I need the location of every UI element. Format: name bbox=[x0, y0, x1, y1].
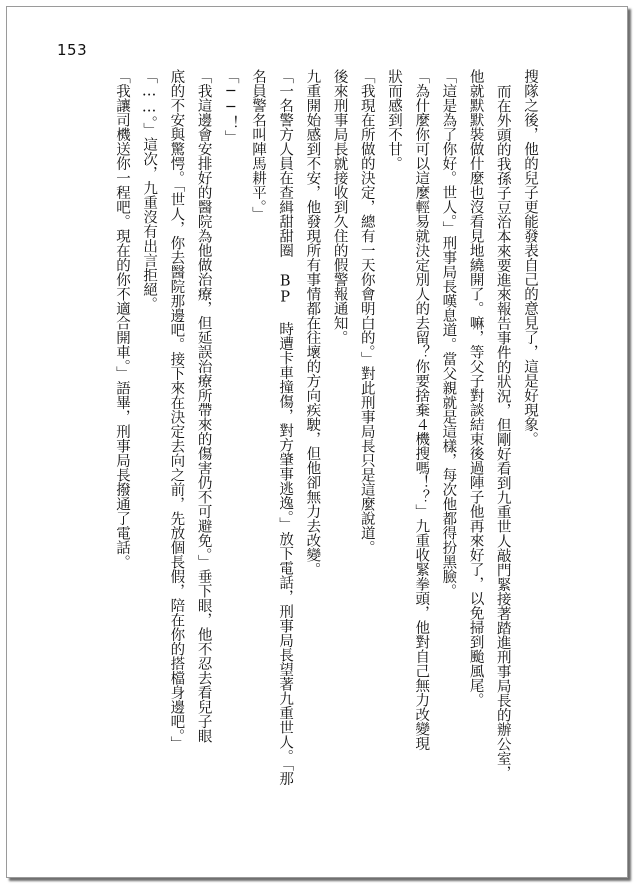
text-line: 「一名警方人員在查緝甜甜圈 BP 時遭卡車撞傷，對方肇事逃逸。」放下電話，刑事局長望著九重世人。「那 bbox=[277, 69, 294, 786]
text-line: 九重開始感到不安，他發現所有事情都在往壞的方向疾駛，但他卻無力去改變。 bbox=[304, 69, 321, 577]
vertical-text-body bbox=[43, 69, 543, 829]
text-line: 狀而感到不甘。 bbox=[385, 69, 402, 171]
page-number: 153 bbox=[57, 41, 88, 59]
text-line: 而在外頭的我孫子豆治本來要進來報告事件的狀況，但剛好看到九重世人敲門緊接著踏進刑事局長的辦公室， bbox=[494, 83, 511, 780]
text-line: 「我讓司機送你一程吧。現在的你不適合開車。」語畢，刑事局長撥通了電話。 bbox=[113, 69, 130, 570]
text-line: 後來刑事局長就接收到久住的假警報通知。 bbox=[331, 69, 348, 345]
text-line: 「為什麼你可以這麼輕易就決定別人的去留？你要捨棄４機搜嗎！？」九重收緊拳頭，他對自己無力改變現 bbox=[413, 69, 430, 751]
text-line: 底的不安與驚愕。「世人，你去醫院那邊吧。接下來在決定去向之前，先放個長假，陪在你的搭檔身邊吧。」 bbox=[168, 69, 185, 751]
text-line: 他就默默裝做什麼也沒看見地繞開了。嘛，等父子對談結束後過陣子他再來好了，以免掃到颱風尾。 bbox=[467, 69, 484, 707]
text-line: 名員警名叫陣馬耕平。」 bbox=[249, 69, 266, 222]
text-line: 「……。」這次，九重沒有出言拒絕。 bbox=[141, 69, 158, 312]
text-line: 「我現在所做的決定，總有一天你會明白的。」對此刑事局長只是這麼說道。 bbox=[358, 69, 375, 555]
text-line: 搜隊之後，他的兒子更能發表自己的意見了，這是好現象。 bbox=[522, 69, 538, 446]
text-line: 「這是為了你好。世人。」刑事局長嘆息道。當父親就是這樣，每次他都得扮黑臉。 bbox=[440, 69, 457, 599]
text-line: 「我這邊會安排好的醫院為他做治療，但延誤治療所帶來的傷害仍不可避免。」垂下眼，他不忍去看兒子眼 bbox=[195, 69, 212, 744]
book-page bbox=[6, 6, 628, 878]
text-line: 「──！」 bbox=[222, 69, 239, 145]
